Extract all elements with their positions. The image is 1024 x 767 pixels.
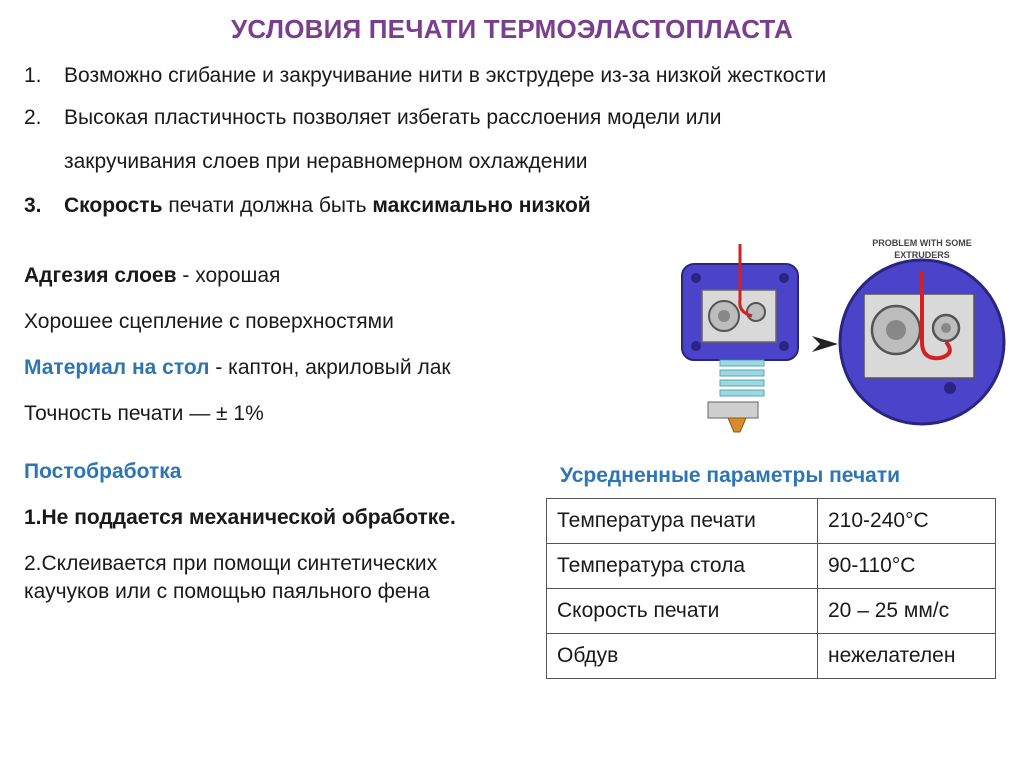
item-number: 3.	[24, 194, 42, 217]
list-item	[24, 62, 1014, 90]
postprocessing-heading: Постобработка	[24, 460, 182, 483]
param-value: 210-240°C	[818, 499, 996, 544]
postprocessing-item: 2.Склеивается при помощи синтетических каучуков или с помощью паяльного фена	[24, 552, 438, 603]
table-row	[547, 499, 996, 544]
surface-line: Хорошее сцепление с поверхностями	[24, 310, 394, 333]
accuracy-line: Точность печати — ± 1%	[24, 402, 264, 425]
list-item	[24, 104, 1014, 176]
postprocessing-section	[24, 458, 514, 624]
param-value: 20 – 25 мм/с	[818, 589, 996, 634]
item-bold-text: Скорость	[64, 194, 163, 217]
param-name: Скорость печати	[547, 589, 818, 634]
page-title: УСЛОВИЯ ПЕЧАТИ ТЕРМОЭЛАСТОПЛАСТА	[231, 14, 793, 44]
param-value: 90-110°C	[818, 544, 996, 589]
item-number: 1.	[24, 64, 42, 87]
bed-line	[24, 354, 451, 382]
adhesion-value: - хорошая	[176, 264, 281, 287]
conditions-list	[24, 62, 1014, 220]
extruder-diagram	[660, 232, 1010, 452]
param-name: Температура стола	[547, 544, 818, 589]
item-bold-text: максимально низкой	[372, 194, 591, 217]
bed-label: Материал на стол	[24, 356, 210, 379]
table-row	[547, 589, 996, 634]
material-properties	[24, 262, 451, 446]
param-name: Температура печати	[547, 499, 818, 544]
item-text: Высокая пластичность позволяет избегать расслоения модели или	[64, 106, 722, 129]
adhesion-label: Адгезия слоев	[24, 264, 177, 287]
table-row	[547, 634, 996, 679]
item-number: 2.	[24, 106, 42, 129]
table-row	[547, 544, 996, 589]
params-title: Усредненные параметры печати	[560, 464, 901, 487]
extruder-illustration	[660, 232, 1010, 452]
figure-caption-line2: EXTRUDERS	[894, 250, 950, 260]
param-name: Обдув	[547, 634, 818, 679]
bed-value: - каптон, акриловый лак	[209, 356, 451, 379]
postprocessing-item: 1.Не поддается механической обработке.	[24, 506, 456, 529]
item-text: печати должна быть	[162, 194, 373, 217]
item-text: Возможно сгибание и закручивание нити в экструдере из-за низкой жесткости	[64, 64, 827, 87]
list-item	[24, 192, 1014, 220]
params-table	[546, 498, 996, 679]
param-value: нежелателен	[818, 634, 996, 679]
adhesion-line	[24, 262, 451, 290]
figure-caption-line1: PROBLEM WITH SOME	[872, 238, 972, 248]
item-text-continued: закручивания слоев при неравномерном охлаждении	[64, 150, 588, 173]
